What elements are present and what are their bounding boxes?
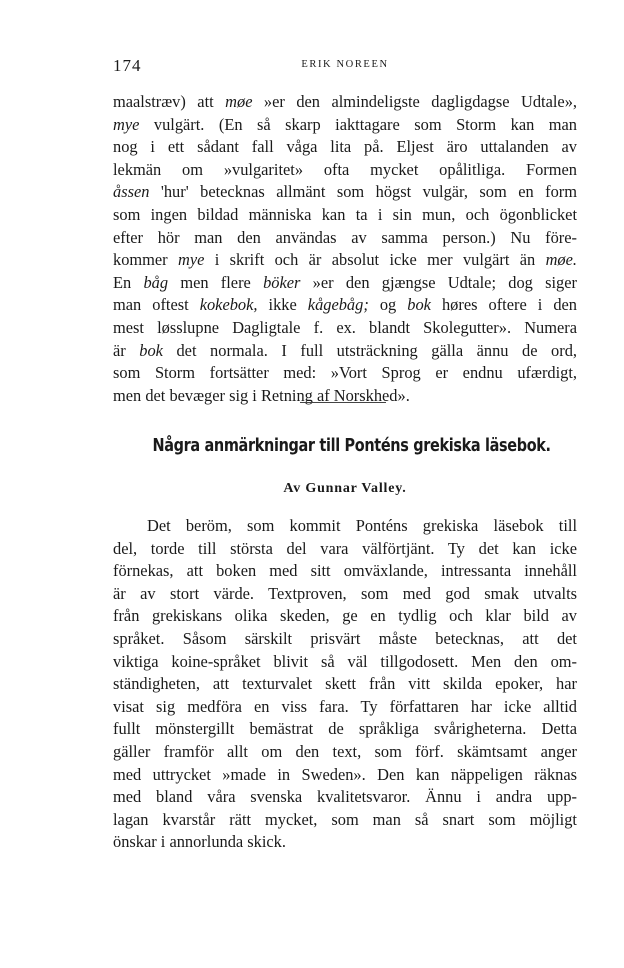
text-line: ständigheten, att texturvalet skett från vitt skilda epoker, har	[113, 674, 577, 694]
text-line: med uttrycket »made in Sweden». Den kan näppeligen räknas	[113, 764, 577, 784]
italic-word: bok	[407, 295, 431, 315]
text-segment: kommer	[113, 250, 178, 270]
section-divider	[300, 402, 386, 403]
italic-word: kågebåg;	[307, 295, 369, 315]
text-line: visat sig medföra en viss fara. Ty författaren har icke alltid	[113, 696, 577, 716]
text-segment: det normala. I full utsträckning gälla ännu de ord,	[162, 340, 577, 360]
text-segment: vulgärt. (En så skarp iakttagare som Storm kan man	[139, 114, 577, 134]
italic-word: kokebok,	[199, 295, 258, 315]
text-line	[113, 227, 577, 250]
text-segment: mest løsslupne Dagligtale f. ex. blandt Skolegutter». Numera	[113, 317, 577, 337]
running-head: ERIK NOREEN	[301, 59, 389, 70]
text-segment: efter hör man den användas av samma person.) Nu före-	[113, 227, 577, 247]
text-line	[113, 385, 577, 408]
italic-word: åssen	[113, 182, 150, 202]
text-line: önskar i annorlunda skick.	[113, 832, 286, 852]
text-segment: man oftest	[113, 295, 200, 315]
text-segment: är	[113, 340, 140, 360]
text-segment: men det bevæger sig i Retning af Norskhed».	[113, 385, 410, 405]
italic-word: mye	[177, 250, 205, 270]
text-segment: i skrift och är absolut icke mer vulgärt än	[204, 250, 546, 270]
text-line: förnekas, att boken med sitt omväxlande, intressanta innehåll	[113, 561, 577, 581]
italic-word: møe	[225, 92, 253, 111]
text-segment: høres oftere i den	[430, 295, 578, 315]
text-segment: lekmän om »vulgaritet» ofta mycket opålitliga. Formen	[113, 159, 577, 179]
article-title: Några anmärkningar till Ponténs grekiska läsebok.	[152, 436, 551, 456]
text-line	[113, 362, 577, 385]
text-segment: ikke	[257, 295, 308, 315]
text-segment: og	[368, 295, 408, 315]
italic-word: böker	[263, 272, 301, 292]
text-segment: maalstræv) att	[113, 92, 226, 111]
text-line	[113, 181, 577, 204]
text-line	[113, 340, 577, 363]
italic-word: bok	[139, 340, 163, 360]
italic-word: mye	[113, 114, 140, 134]
italic-word: møe.	[545, 250, 577, 270]
text-line: med bland våra svenska kvalitetsvaror. Ännu i andra upp-	[113, 787, 577, 807]
text-line: från grekiskans olika skeden, ge en tydlig och klar bild av	[113, 606, 577, 626]
text-line	[113, 317, 577, 340]
text-line	[113, 204, 577, 227]
page-header	[113, 56, 577, 78]
text-line	[113, 114, 577, 137]
text-line	[113, 136, 577, 159]
text-segment: »er den almindeligste dagligdagse Udtale»,	[252, 92, 577, 111]
continuation-paragraph	[113, 91, 577, 407]
text-line: gäller framför allt om den text, som förf. skämtsamt anger	[113, 741, 577, 761]
text-line: språket. Såsom särskilt prisvärt måste betecknas, att det	[113, 628, 577, 648]
page-number: 174	[113, 56, 142, 75]
text-line	[113, 249, 577, 272]
text-line: Det beröm, som kommit Ponténs grekiska läsebok till	[147, 516, 577, 535]
text-segment: 'hur' betecknas allmänt som högst vulgär, som en form	[149, 182, 577, 202]
text-line	[113, 91, 577, 114]
text-segment: »er den gjængse Udtale; dog siger	[300, 272, 577, 292]
text-line: viktiga koine-språket blivit så väl tillgodosett. Men den om-	[113, 651, 577, 671]
italic-word: båg	[143, 272, 169, 292]
text-segment: men flere	[168, 272, 264, 292]
text-segment: nog i ett sådant fall våga lita på. Eljest äro uttalanden av	[113, 137, 577, 157]
text-line	[113, 159, 577, 182]
text-segment: som ingen bildad människa kan ta i sin mun, och ögonblicket	[113, 204, 577, 224]
text-segment: som Storm fortsätter med: »Vort Sprog er endnu ufærdigt,	[113, 363, 577, 383]
text-line: del, torde till största del vara välförtjänt. Ty det kan icke	[113, 538, 577, 558]
text-segment: En	[113, 272, 144, 292]
text-line	[113, 272, 577, 295]
article-paragraph	[113, 515, 577, 854]
article-byline: Av Gunnar Valley.	[283, 481, 407, 496]
text-line: fullt mönstergillt bemästrat de språkliga svårigheterna. Detta	[113, 719, 577, 739]
text-line	[113, 294, 577, 317]
text-line: lagan kvarstår rätt mycket, som man så snart som möjligt	[113, 809, 577, 829]
text-line: är av stort värde. Textproven, som med god smak utvalts	[113, 583, 577, 603]
